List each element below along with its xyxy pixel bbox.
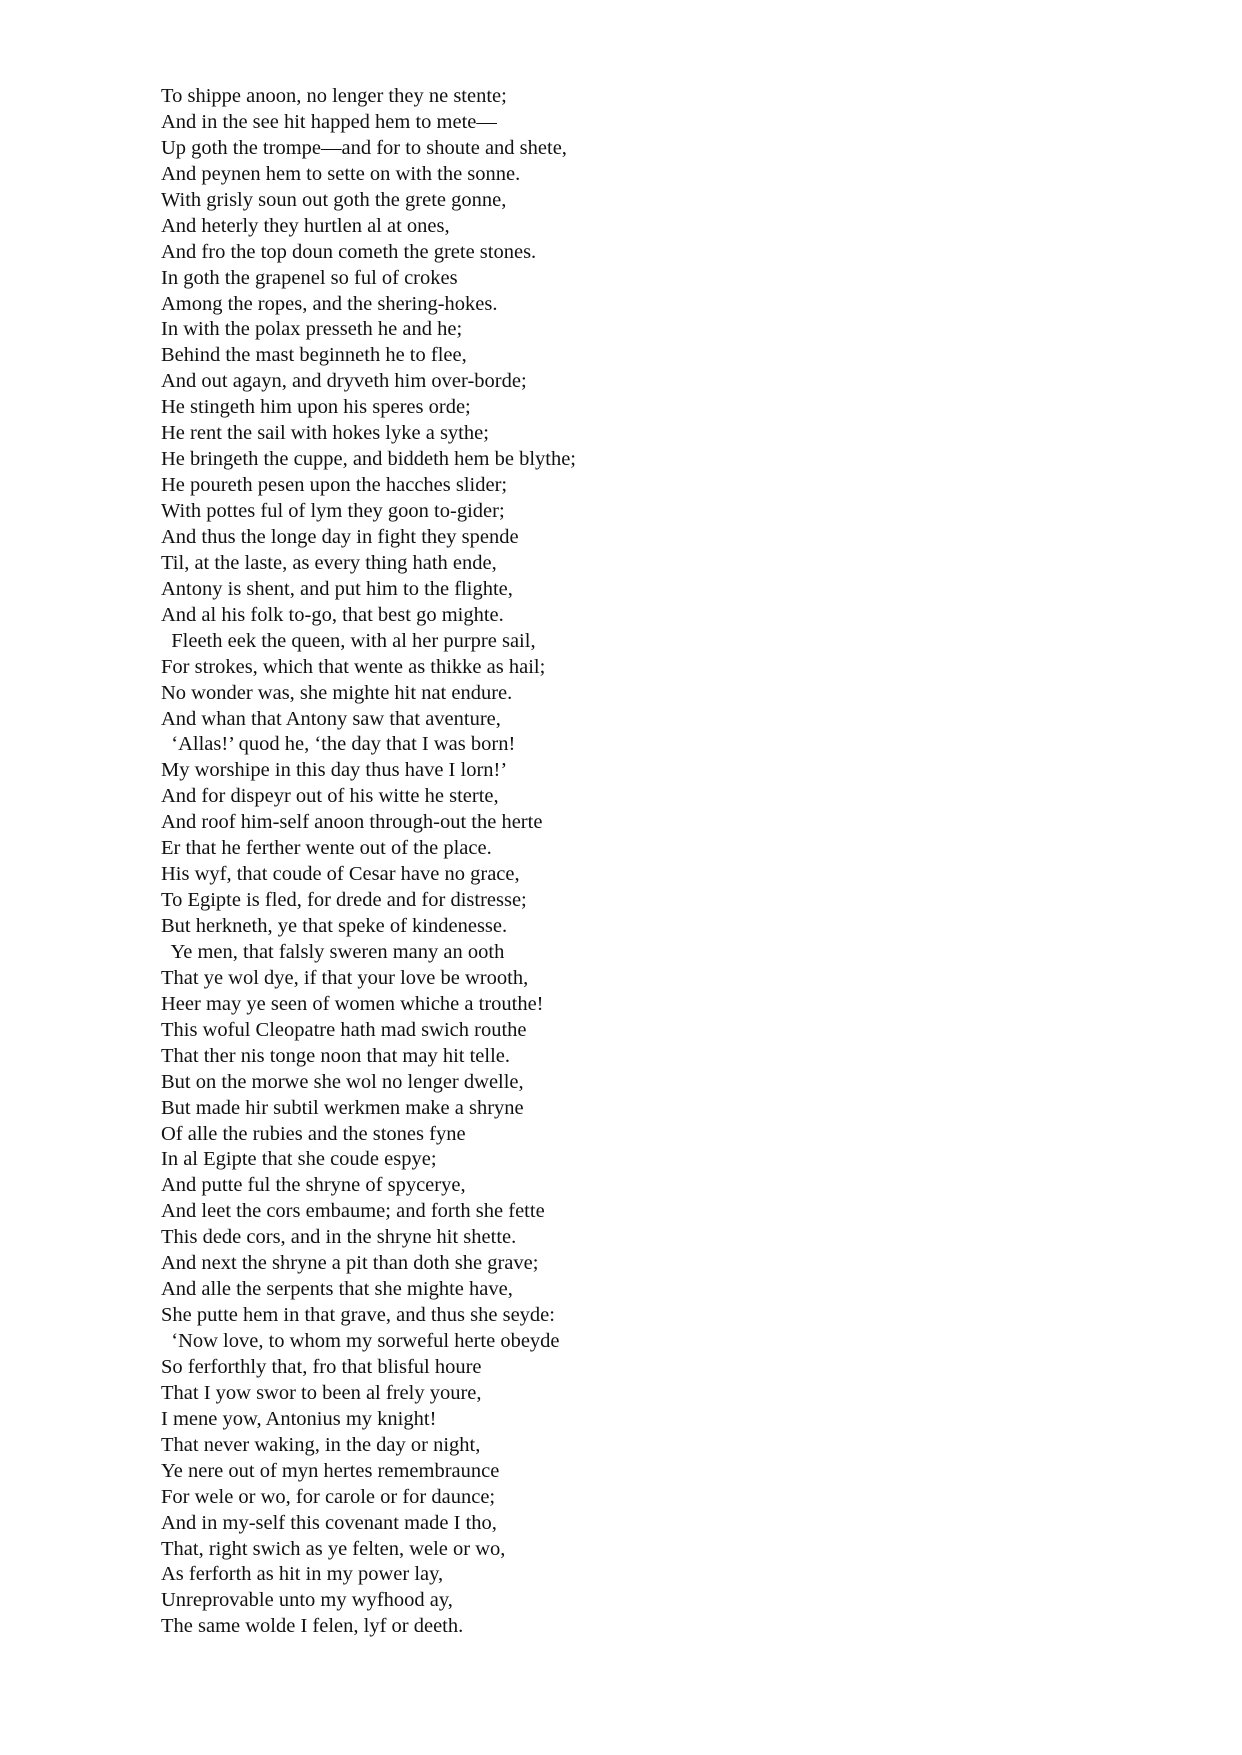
- poem-text: [161, 84, 1161, 1640]
- poem-line: That, right swich as ye felten, wele or wo,: [161, 1537, 506, 1560]
- poem-line: He bringeth the cuppe, and biddeth hem be blythe;: [161, 448, 577, 471]
- poem-line: As ferforth as hit in my power lay,: [161, 1563, 444, 1586]
- poem-line: Heer may ye seen of women whiche a trouthe!: [161, 992, 544, 1015]
- poem-line: And for dispeyr out of his witte he sterte,: [161, 785, 499, 808]
- poem-line: That ye wol dye, if that your love be wrooth,: [161, 966, 529, 989]
- poem-line: And putte ful the shryne of spycerye,: [161, 1174, 466, 1197]
- poem-line: His wyf, that coude of Cesar have no grace,: [161, 863, 520, 886]
- poem-line: Of alle the rubies and the stones fyne: [161, 1122, 466, 1145]
- poem-line: I mene yow, Antonius my knight!: [161, 1407, 437, 1430]
- poem-line: And next the shryne a pit than doth she grave;: [161, 1252, 539, 1275]
- poem-line: And in the see hit happed hem to mete—: [161, 110, 497, 133]
- poem-line: This woful Cleopatre hath mad swich routhe: [161, 1018, 527, 1041]
- poem-line: And fro the top doun cometh the grete stones.: [161, 240, 537, 263]
- poem-line: So ferforthly that, fro that blisful houre: [161, 1355, 482, 1378]
- poem-line: No wonder was, she mighte hit nat endure.: [161, 681, 513, 704]
- poem-line: Up goth the trompe—and for to shoute and shete,: [161, 136, 567, 159]
- poem-line: That never waking, in the day or night,: [161, 1433, 481, 1456]
- poem-line: But herkneth, ye that speke of kindenesse.: [161, 915, 508, 937]
- poem-line: Behind the mast beginneth he to flee,: [161, 344, 467, 367]
- poem-line: For wele or wo, for carole or for daunce;: [161, 1485, 496, 1508]
- poem-line: With pottes ful of lym they goon to-gider;: [161, 500, 505, 522]
- poem-line: That I yow swor to been al frely youre,: [161, 1381, 482, 1404]
- poem-line: He rent the sail with hokes lyke a sythe;: [161, 422, 489, 445]
- poem-line: Among the ropes, and the shering-hokes.: [161, 292, 498, 315]
- poem-line: Fleeth eek the queen, with al her purpre sail,: [161, 629, 536, 652]
- poem-line: And alle the serpents that she mighte have,: [161, 1278, 513, 1301]
- poem-line: Er that he ferther wente out of the place.: [161, 837, 492, 860]
- poem-line: With grisly soun out goth the grete gonne,: [161, 188, 507, 211]
- poem-line: And leet the cors embaume; and forth she fette: [161, 1200, 545, 1223]
- poem-line: In al Egipte that she coude espye;: [161, 1148, 437, 1171]
- poem-line: He poureth pesen upon the hacches slider;: [161, 474, 508, 497]
- poem-line: And heterly they hurtlen al at ones,: [161, 214, 450, 237]
- poem-line: He stingeth him upon his speres orde;: [161, 396, 471, 419]
- poem-line: She putte hem in that grave, and thus she seyde:: [161, 1304, 555, 1327]
- poem-line: My worshipe in this day thus have I lorn!’: [161, 759, 508, 782]
- poem-line: This dede cors, and in the shryne hit shette.: [161, 1226, 517, 1249]
- poem-line: And al his folk to-go, that best go mighte.: [161, 603, 504, 626]
- poem-line: To Egipte is fled, for drede and for distresse;: [161, 889, 527, 912]
- poem-line: Unreprovable unto my wyfhood ay,: [161, 1589, 453, 1612]
- poem-line: The same wolde I felen, lyf or deeth.: [161, 1615, 464, 1638]
- poem-line: ‘Allas!’ quod he, ‘the day that I was born!: [161, 733, 516, 756]
- poem-line: ‘Now love, to whom my sorweful herte obeyde: [161, 1330, 560, 1352]
- poem-line: And in my-self this covenant made I tho,: [161, 1511, 497, 1534]
- poem-line: That ther nis tonge noon that may hit telle.: [161, 1044, 510, 1067]
- poem-line: In goth the grapenel so ful of crokes: [161, 266, 458, 289]
- poem-line: And out agayn, and dryveth him over-borde;: [161, 370, 527, 393]
- poem-line: In with the polax presseth he and he;: [161, 318, 463, 341]
- poem-line: And roof him-self anoon through-out the herte: [161, 811, 543, 834]
- poem-line: Til, at the laste, as every thing hath ende,: [161, 551, 497, 574]
- poem-line: To shippe anoon, no lenger they ne stente;: [161, 85, 507, 107]
- poem-line: Ye men, that falsly sweren many an ooth: [161, 940, 505, 963]
- poem-line: But made hir subtil werkmen make a shryne: [161, 1096, 524, 1119]
- poem-line: And peynen hem to sette on with the sonne.: [161, 162, 521, 185]
- poem-line: Ye nere out of myn hertes remembraunce: [161, 1459, 500, 1482]
- poem-line: And thus the longe day in fight they spende: [161, 525, 519, 548]
- poem-line: And whan that Antony saw that aventure,: [161, 707, 501, 730]
- poem-line: Antony is shent, and put him to the flighte,: [161, 577, 513, 600]
- poem-line: But on the morwe she wol no lenger dwelle,: [161, 1070, 524, 1093]
- poem-line: For strokes, which that wente as thikke as hail;: [161, 655, 546, 678]
